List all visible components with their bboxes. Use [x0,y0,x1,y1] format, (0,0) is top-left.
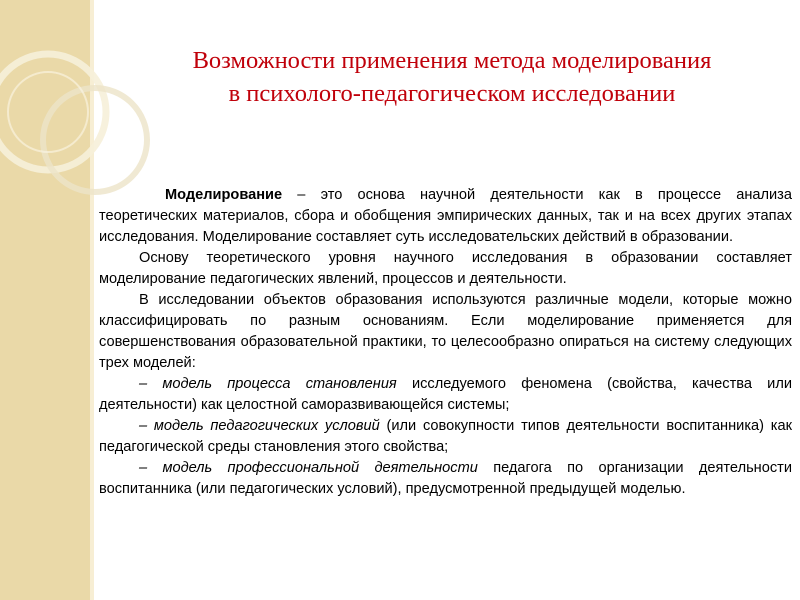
list-item-2-text: (или совокупности типов деятельности воспитанника) как педагогической среды становления этого свойства; [99,418,793,455]
list-item-2 [99,416,792,458]
list-item-1-text: исследуемого феномена (свойства, качества или деятельности) как целостной саморазвивающейся системы; [99,376,792,413]
list-item-2-em: – модель педагогических условий [139,418,380,434]
paragraph-models: В исследовании объектов образования используются различные модели, которые можно классифицировать по разным основаниям. Если моделирование применяется для совершенствования образовательной практики, то целесообразно опираться на систему следующих трех моделей: [99,292,792,371]
list-item-1-em: – модель процесса становления [139,376,397,392]
term-modeling: Моделирование [165,187,283,203]
title-line-1: Возможности применения метода моделирования [192,47,712,74]
list-item-1 [99,374,792,416]
list-item-3-text: педагога по организации деятельности воспитанника (или педагогических условий), предусмотренной предыдущей моделью. [99,460,792,497]
slide-title [112,44,792,110]
list-item-3 [99,458,792,500]
slide-body [99,185,792,500]
paragraph-theory: Основу теоретического уровня научного исследования в образовании составляет моделирование педагогических явлений, процессов и деятельности. [99,250,792,287]
paragraph-definition [99,185,792,248]
title-line-2: в психолого-педагогическом исследовании [228,80,676,107]
list-item-3-em: – модель профессиональной деятельности [139,460,478,476]
definition-text: – это основа научной деятельности как в процессе анализа теоретических материалов, сбора и обобщения эмпирических данных, так и на всех других этапах исследования. Моделирование составляет суть исследовательских действий в образовании. [99,187,792,245]
